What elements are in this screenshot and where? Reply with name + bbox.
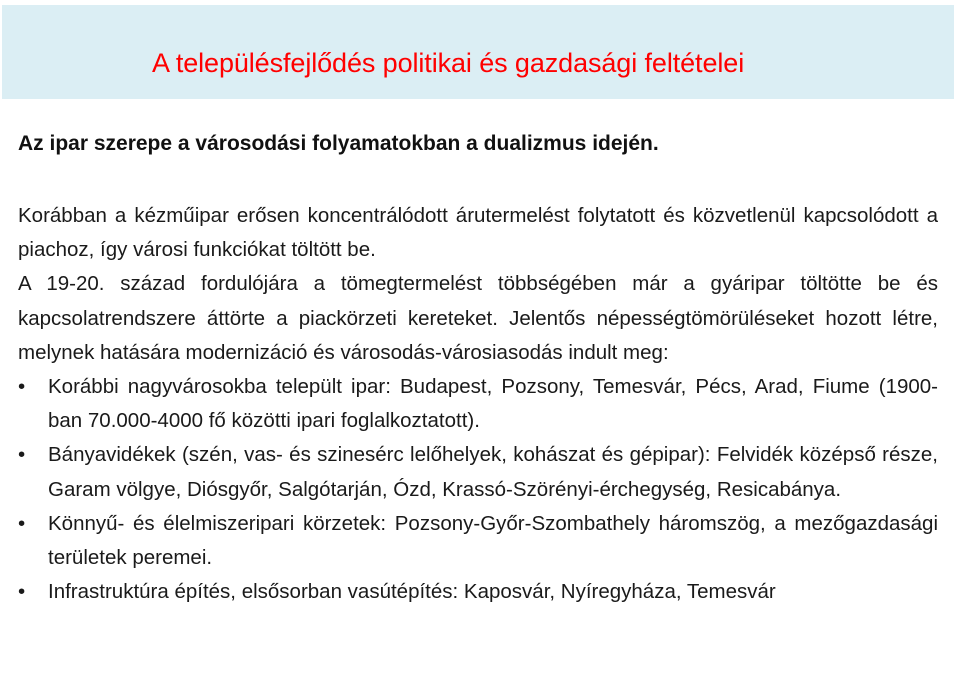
bullet-text: Könnyű- és élelmiszeripari körzetek: Pozsony-Győr-Szombathely háromszög, a mezőgazdasági területek peremei. xyxy=(48,511,938,570)
bullet-icon: • xyxy=(18,375,26,399)
bullet-text: Korábbi nagyvárosokba települt ipar: Budapest, Pozsony, Temesvár, Pécs, Arad, Fiume (1900-ban 70.000-4000 fő közötti ipari foglalkoztatott). xyxy=(48,375,938,433)
slide-title: A településfejlődés politikai és gazdasági feltételei xyxy=(152,48,745,78)
bullet-item xyxy=(18,575,938,609)
bullet-item xyxy=(18,370,938,438)
bullet-item xyxy=(18,507,938,575)
bullet-icon: • xyxy=(18,580,26,604)
intro-paragraph: Korábban a kézműipar erősen koncentrálódott árutermelést folytatott és közvetlenül kapcsolódott a piachoz, így városi funkciókat töltött be. xyxy=(18,204,938,262)
industry-paragraph: A 19-20. század fordulójára a tömegtermelést többségében már a gyáripar töltötte be és kapcsolatrendszere áttörte a piackörzeti kereteket. Jelentős népességtömörüléseket hozott létre, melynek hatására modernizáció és városodás-városiasodás indult meg: xyxy=(18,272,938,364)
bullet-icon: • xyxy=(18,443,26,467)
bullet-list xyxy=(18,370,938,609)
slide-body xyxy=(18,199,938,609)
slide-subtitle: Az ipar szerepe a városodási folyamatokban a dualizmus idején. xyxy=(18,132,659,155)
bullet-text: Infrastruktúra építés, elsősorban vasútépítés: Kaposvár, Nyíregyháza, Temesvár xyxy=(48,580,776,604)
bullet-item xyxy=(18,438,938,506)
bullet-text: Bányavidékek (szén, vas- és szinesérc lelőhelyek, kohászat és gépipar): Felvidék középső része, Garam völgye, Diósgyőr, Salgótarján, Ózd, Krassó-Szörényi-érchegység, Resicabánya. xyxy=(48,443,938,501)
bullet-icon: • xyxy=(18,511,26,535)
